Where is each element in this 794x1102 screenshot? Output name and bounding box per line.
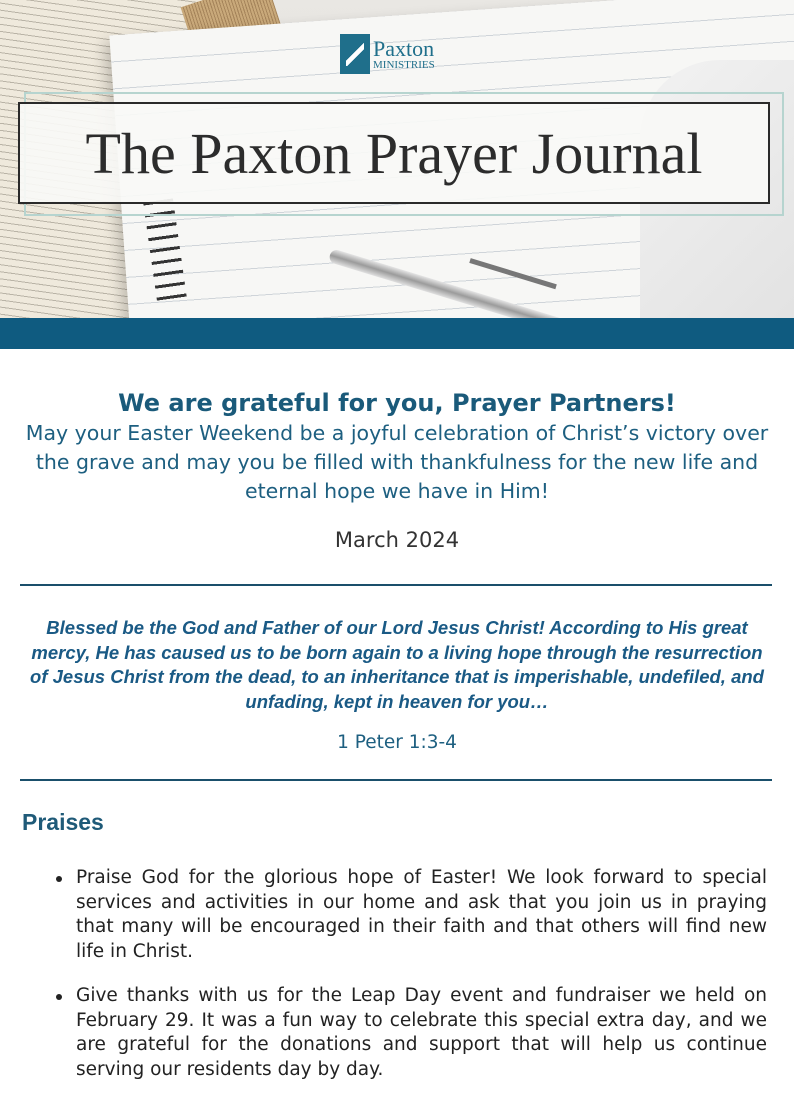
praises-heading: Praises xyxy=(22,809,104,835)
praises-list xyxy=(0,866,794,1082)
paxton-logo-icon xyxy=(340,34,370,74)
header-banner xyxy=(0,0,794,318)
scripture-text: Blessed be the God and Father of our Lord Jesus Christ! According to His great mercy, He has caused us to be born again to a living hope through the resurrection of Jesus Christ from the dead, to an inheritance that is imperishable, undefiled, and unfading, kept in heaven for you… xyxy=(30,617,764,712)
logo-name: Paxton xyxy=(373,35,435,61)
newsletter-body xyxy=(0,349,794,1102)
scripture-reference: 1 Peter 1:3-4 xyxy=(337,732,457,753)
list-item: Give thanks with us for the Leap Day event and fundraiser we held on February 29. It was a fun way to celebrate this special extra day, and we are grateful for the donations and support that will help us continue serving our residents day by day. xyxy=(76,984,767,1082)
issue-date: March 2024 xyxy=(334,528,460,552)
title-frame xyxy=(18,102,770,204)
greeting-heading: We are grateful for you, Prayer Partners! xyxy=(118,389,676,417)
logo-sub: MINISTRIES xyxy=(373,58,435,71)
divider xyxy=(20,779,772,781)
header-band xyxy=(0,318,794,349)
paxton-logo[interactable] xyxy=(340,32,435,76)
divider xyxy=(20,584,772,586)
greeting-body: May your Easter Weekend be a joyful celebration of Christ’s victory over the grave and may you be filled with thankfulness for the new life and eternal hope we have in Him! xyxy=(25,421,769,503)
journal-title: The Paxton Prayer Journal xyxy=(85,120,703,186)
list-item: Praise God for the glorious hope of Easter! We look forward to special services and activities in our home and ask that you join us in praying that many will be encouraged in their faith and that others will find new life in Christ. xyxy=(76,866,767,964)
